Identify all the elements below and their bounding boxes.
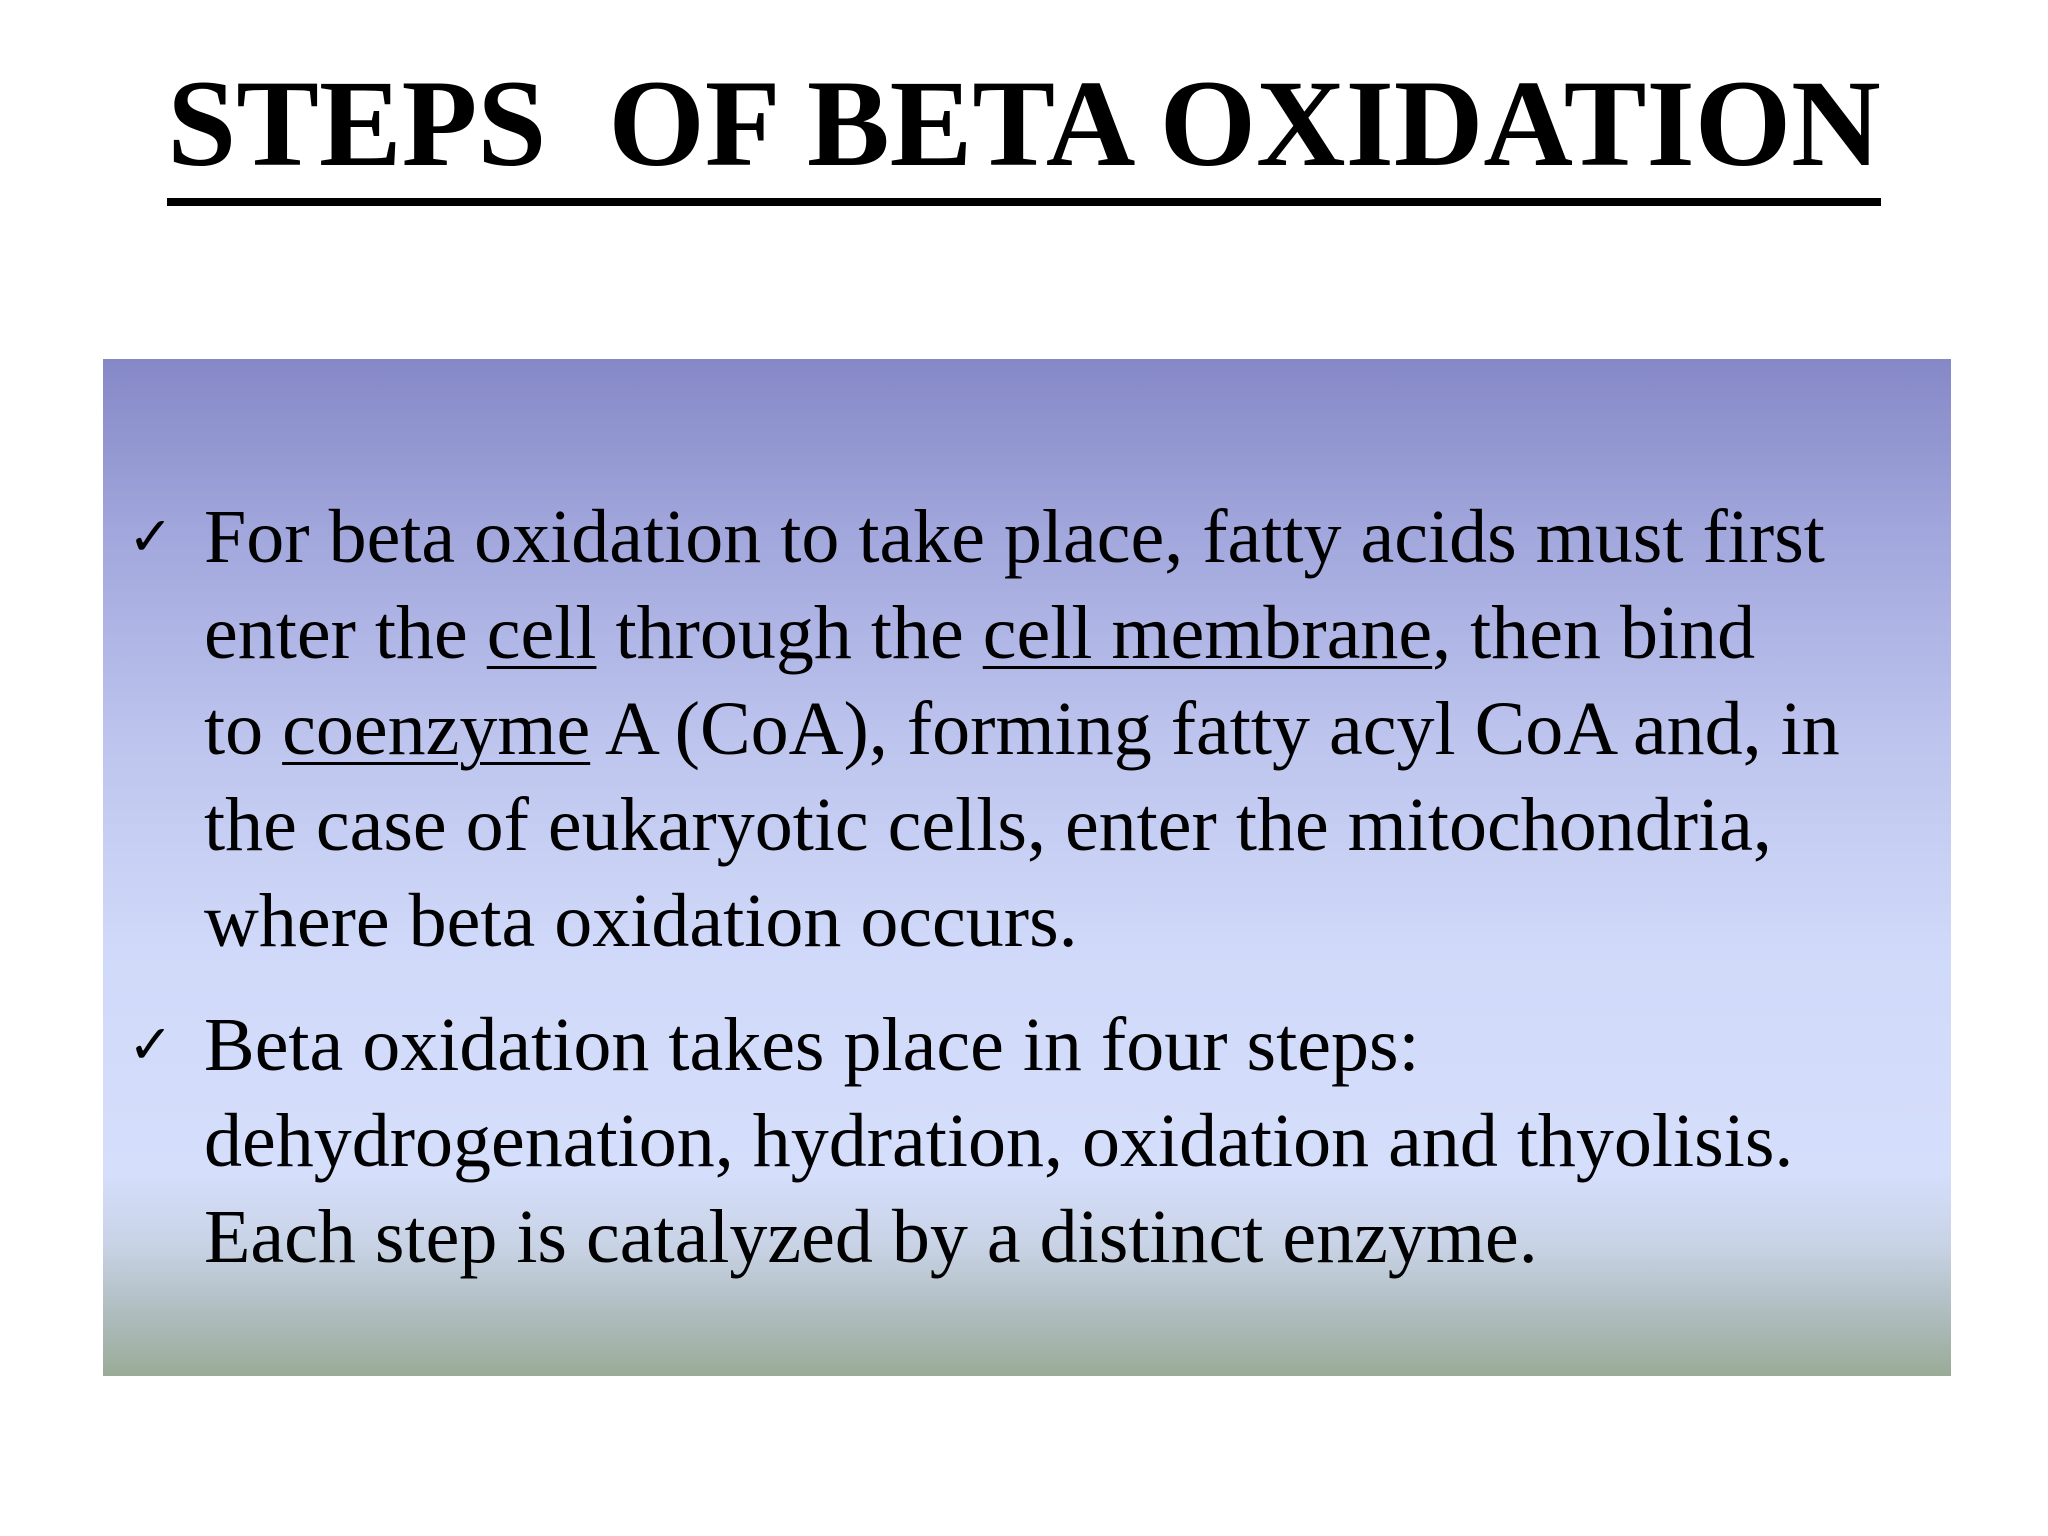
text-segment: , then bind bbox=[1432, 591, 1756, 675]
bullet-line bbox=[204, 681, 1840, 777]
bullet-item bbox=[128, 489, 1948, 969]
bullet-line: the case of eukaryotic cells, enter the mitochondria, bbox=[204, 783, 1772, 867]
checkmark-icon: ✓ bbox=[128, 505, 174, 568]
bullet-text bbox=[204, 997, 1793, 1285]
text-segment: to bbox=[204, 687, 283, 771]
bullet-line: dehydrogenation, hydration, oxidation and thyolisis. bbox=[204, 1099, 1794, 1183]
text-segment: A (CoA), forming fatty acyl CoA and, in bbox=[590, 687, 1840, 771]
checkmark-icon: ✓ bbox=[128, 1013, 174, 1076]
slide-title: STEPS OF BETA OXIDATION bbox=[167, 56, 1880, 206]
bullet-item bbox=[128, 997, 1948, 1285]
text-segment: enter the bbox=[204, 591, 487, 675]
bullet-line: where beta oxidation occurs. bbox=[204, 879, 1078, 963]
link-cell[interactable]: cell bbox=[486, 591, 597, 675]
bullet-line bbox=[204, 585, 1840, 681]
bullet-line: For beta oxidation to take place, fatty acids must first bbox=[204, 495, 1825, 579]
bullet-line: Beta oxidation takes place in four steps: bbox=[204, 1003, 1420, 1087]
bullet-line: Each step is catalyzed by a distinct enzyme. bbox=[204, 1195, 1538, 1279]
link-cell-membrane[interactable]: cell membrane bbox=[982, 591, 1433, 675]
text-segment: through the bbox=[596, 591, 983, 675]
slide-title-wrapper bbox=[0, 56, 2048, 206]
link-coenzyme[interactable]: coenzyme bbox=[282, 687, 591, 771]
content-panel bbox=[103, 359, 1951, 1376]
bullet-text bbox=[204, 489, 1840, 969]
